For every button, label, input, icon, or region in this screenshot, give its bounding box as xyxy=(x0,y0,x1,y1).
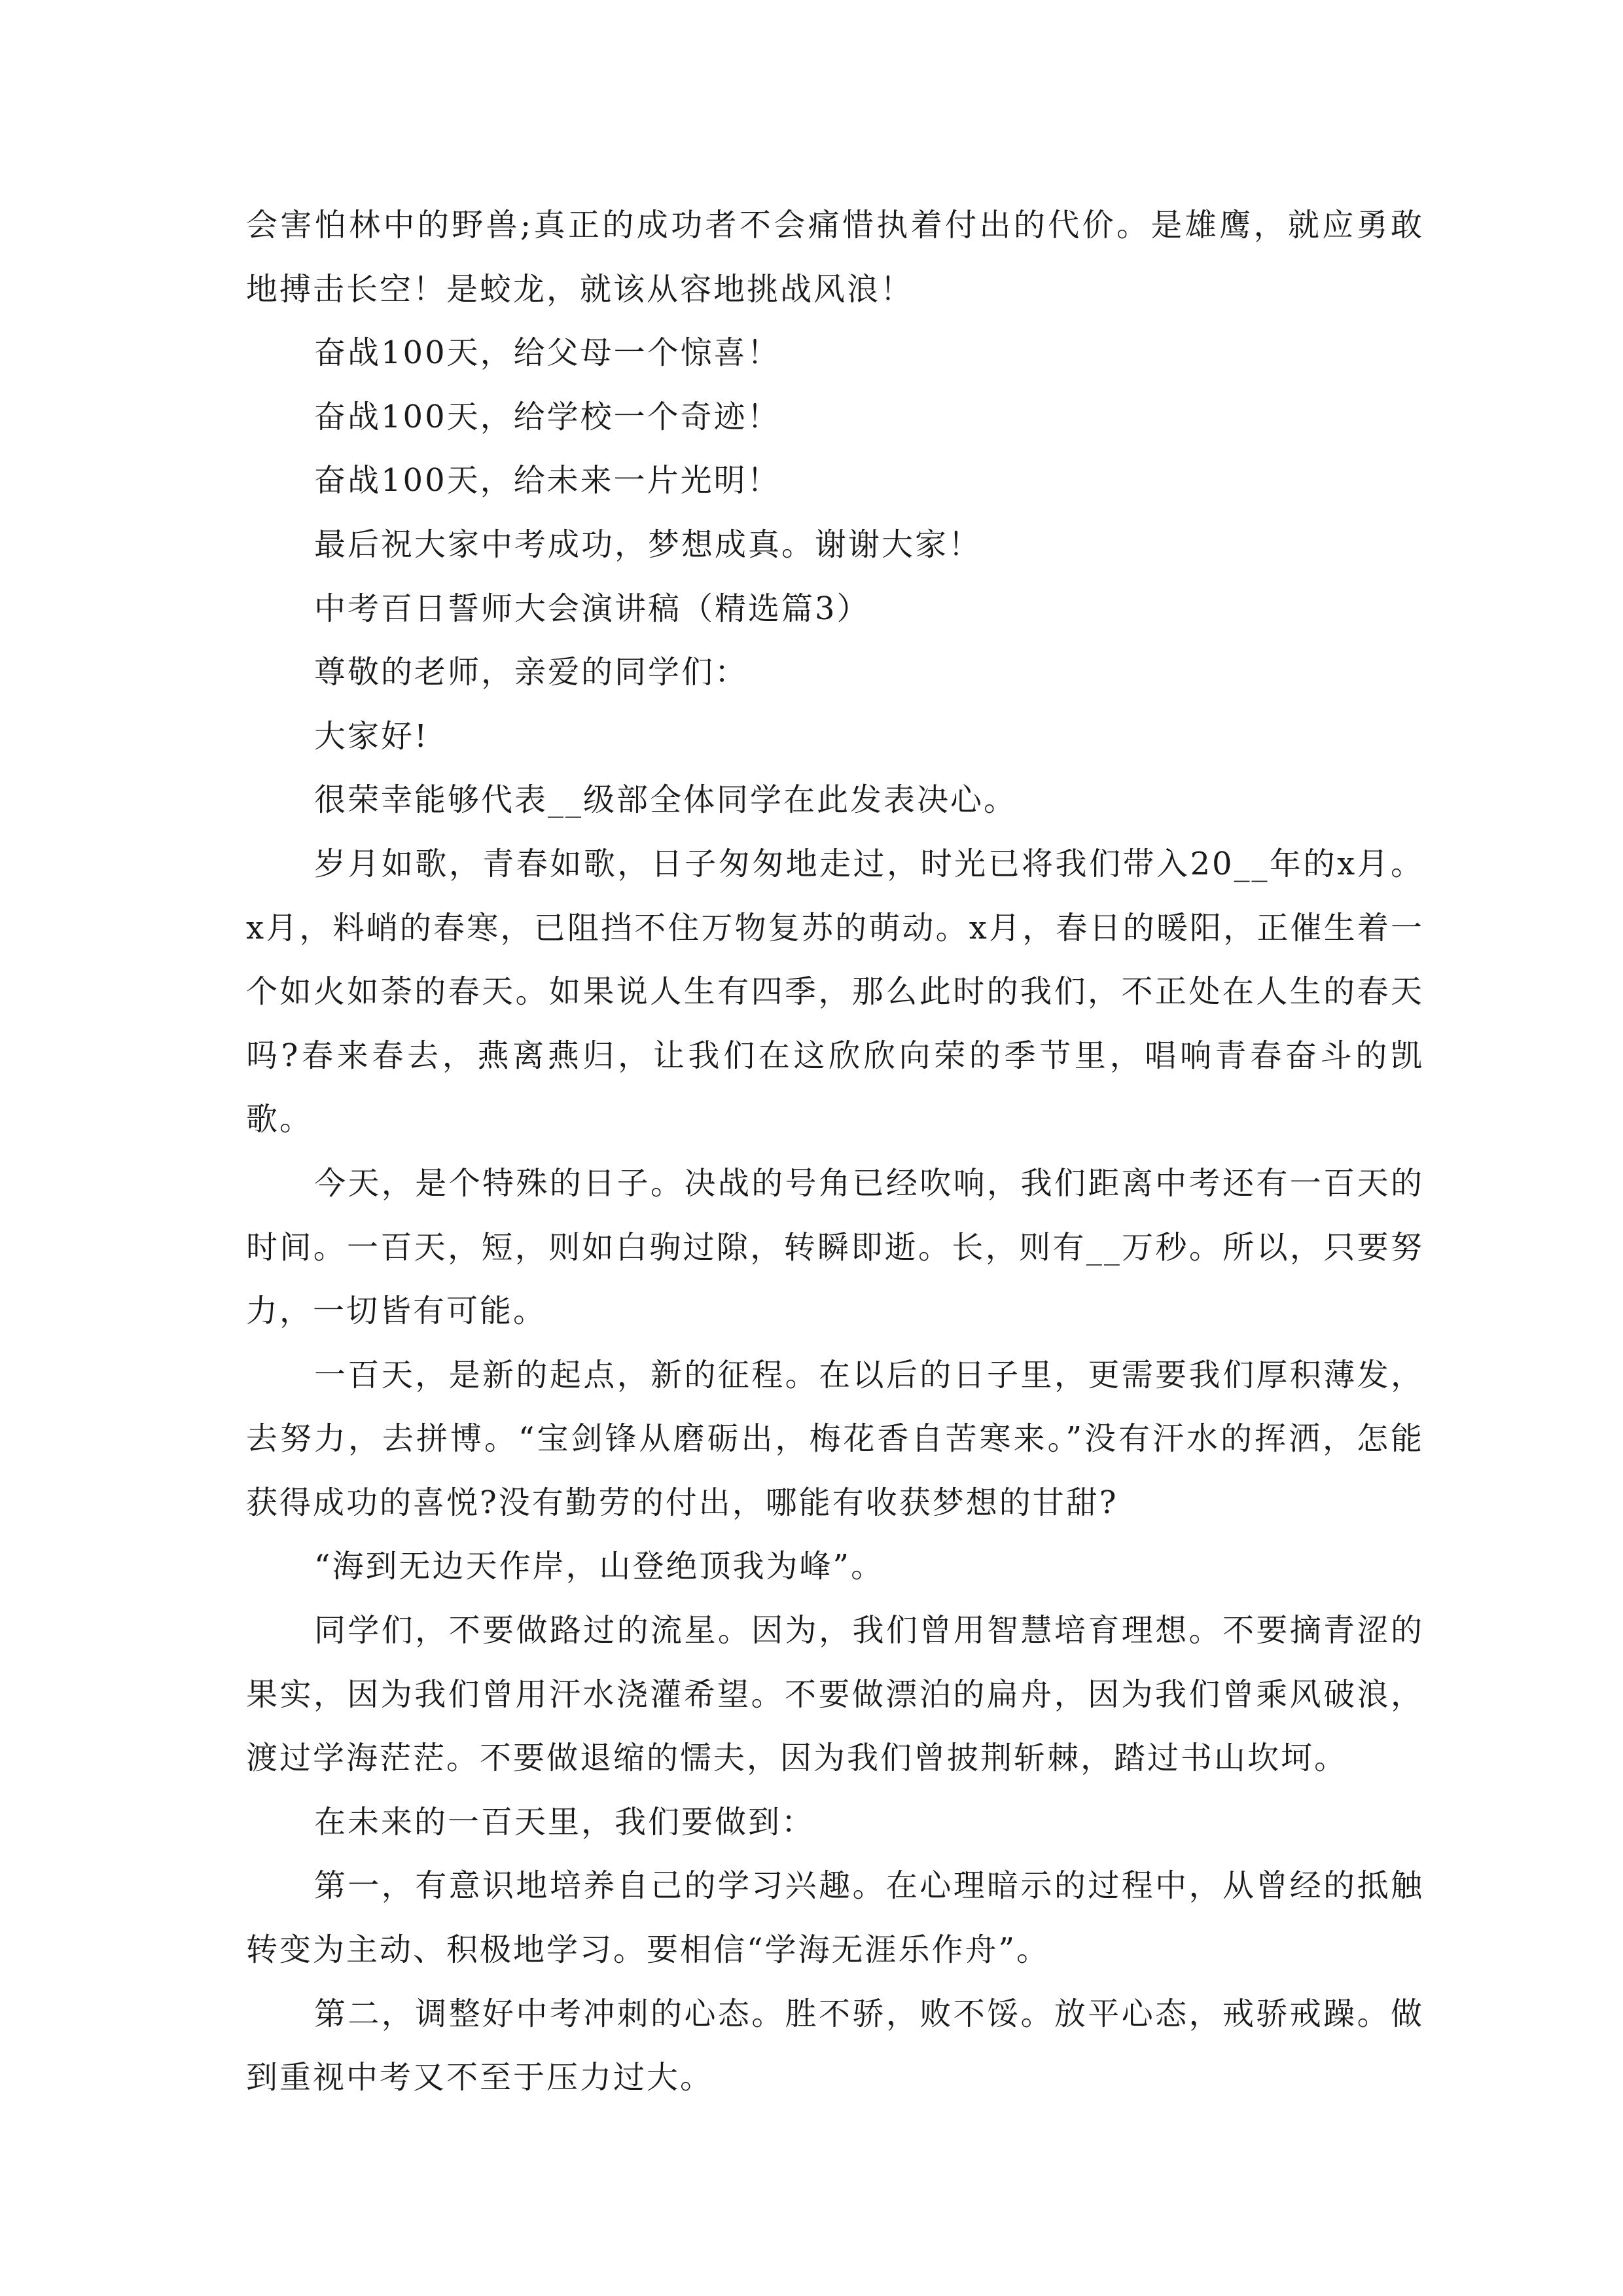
salutation: 尊敬的老师，亲爱的同学们： xyxy=(314,654,749,691)
paragraph: 奋战100天，给学校一个奇迹！ xyxy=(314,398,781,435)
paragraph: 最后祝大家中考成功，梦想成真。谢谢大家！ xyxy=(314,526,982,563)
paragraph: 在未来的一百天里，我们要做到： xyxy=(314,1803,815,1840)
paragraph: 奋战100天，给未来一片光明！ xyxy=(314,462,781,499)
paragraph: 同学们，不要做路过的流星。因为，我们曾用智慧培育理想。不要摘青涩的果实，因为我们曾用汗水浇灌希望。不要做漂泊的扁舟，因为我们曾乘风破浪，渡过学海茫茫。不要做退缩的懦夫，因为我们曾披荆斩棘，踏过书山坎坷。 xyxy=(246,1612,1424,1777)
quote: “海到无边天作岸，山登绝顶我为峰”。 xyxy=(314,1548,885,1585)
paragraph: 会害怕林中的野兽;真正的成功者不会痛惜执着付出的代价。是雄鹰，就应勇敢地搏击长空！是蛟龙，就该从容地挑战风浪！ xyxy=(246,207,1424,308)
paragraph: 很荣幸能够代表__级部全体同学在此发表决心。 xyxy=(314,781,1018,819)
paragraph: 奋战100天，给父母一个惊喜！ xyxy=(314,334,781,372)
paragraph: 一百天，是新的起点，新的征程。在以后的日子里，更需要我们厚积薄发，去努力，去拼博。“宝剑锋从磨砺出，梅花香自苦寒来。”没有汗水的挥洒，怎能获得成功的喜悦?没有勤劳的付出，哪能有收获梦想的甘甜? xyxy=(246,1356,1424,1521)
document-body xyxy=(246,194,1424,2110)
paragraph: 第一，有意识地培养自己的学习兴趣。在心理暗示的过程中，从曾经的抵触转变为主动、积极地学习。要相信“学海无涯乐作舟”。 xyxy=(246,1867,1424,1969)
paragraph: 岁月如歌，青春如歌，日子匆匆地走过，时光已将我们带入20__年的x月。x月，料峭的春寒，已阻挡不住万物复苏的萌动。x月，春日的暖阳，正催生着一个如火如荼的春天。如果说人生有四季，那么此时的我们，不正处在人生的春天吗?春来春去，燕离燕归，让我们在这欣欣向荣的季节里，唱响青春奋斗的凯歌。 xyxy=(246,845,1424,1138)
paragraph: 今天，是个特殊的日子。决战的号角已经吹响，我们距离中考还有一百天的时间。一百天，短，则如白驹过隙，转瞬即逝。长，则有__万秒。所以，只要努力，一切皆有可能。 xyxy=(246,1164,1424,1330)
section-heading: 中考百日誓师大会演讲稿（精选篇3） xyxy=(314,590,870,627)
greeting: 大家好! xyxy=(314,717,429,755)
paragraph: 第二，调整好中考冲刺的心态。胜不骄，败不馁。放平心态，戒骄戒躁。做到重视中考又不至于压力过大。 xyxy=(246,1995,1424,2096)
